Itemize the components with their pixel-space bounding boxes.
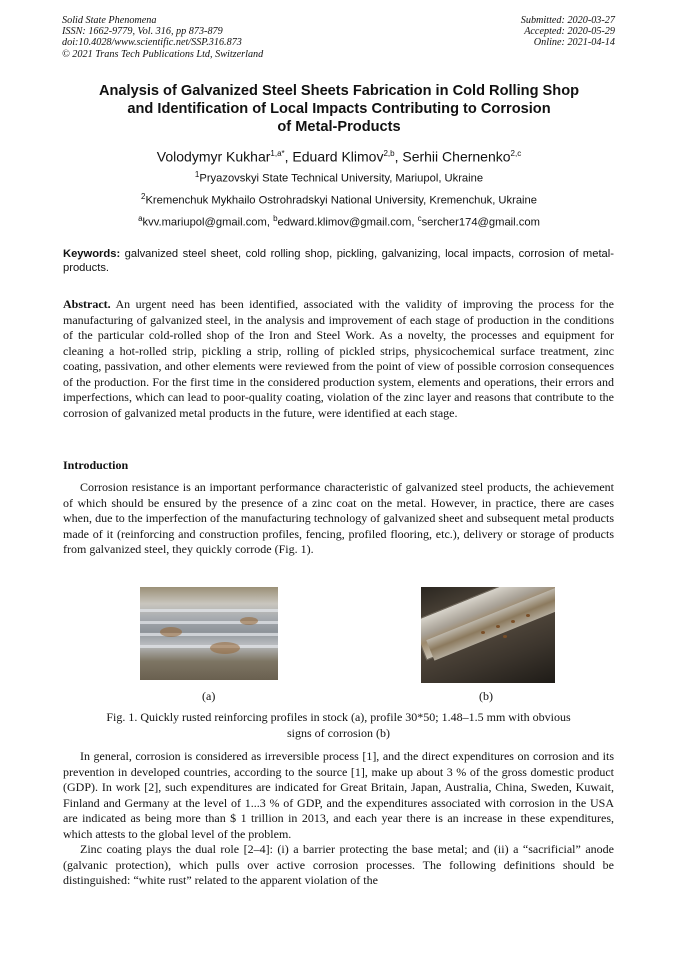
journal-name: Solid State Phenomena (62, 15, 157, 26)
email-mark: b (273, 214, 278, 223)
keywords-text: galvanized steel sheet, cold rolling shop, pickling, galvanizing, local impacts, corrosion of metal-products. (63, 248, 614, 274)
body-paragraph: In general, corrosion is considered as irreversible process [1], and the direct expenditures on corrosion and its prevention in developed countries, according to the source [1], make up about 3 % of the gross domestic product (GDP). In work [2], such expenditures are indicated for Great Britain, Japan, Australia, China, Sweden, Kuwait, Finland and Germany at the level of 1...3 % of GDP, and the expenditures associated with corrosion in the USA are indicated as being more than $ 1 trillion in 2013, and each year there is an increase in these expenditures, which attests to the global level of the problem. (63, 749, 614, 841)
figure-caption (63, 710, 614, 741)
author-separator: , (394, 148, 403, 165)
online-date: Online: 2021-04-14 (533, 37, 615, 49)
keywords-label: Keywords: (63, 248, 121, 260)
caption-line-2: signs of corrosion (b) (287, 725, 390, 740)
abstract (63, 297, 614, 421)
author-affiliation-mark: 2,b (383, 149, 395, 158)
body-text (63, 749, 614, 889)
affiliation-mark: 2 (141, 192, 146, 201)
abstract-label: Abstract. (63, 297, 111, 311)
author-name: Serhii Chernenko (402, 148, 511, 165)
email-address: kvv.mariupol@gmail.com, (142, 216, 274, 229)
dates-info (521, 15, 615, 49)
figure-1a-image (140, 587, 278, 680)
intro-paragraph: Corrosion resistance is an important performance characteristic of galvanized steel products, the achievement of which should be ensured by the presence of a zinc coat on the metal. However, in practice, there are cases when, due to the imperfection of the manufacturing technology of galvanized sheet and subsequent metal products made of it (reinforcing and construction profiles, fencing, profiled flooring, etc.), delivery or storage of products from galvanized steel, they quickly corrode (Fig. 1). (63, 480, 614, 556)
issn-line: ISSN: 1662-9779, Vol. 316, pp 873-879 (62, 26, 223, 38)
title-line-3: of Metal-Products (277, 119, 401, 135)
author-list (62, 146, 616, 165)
caption-line-1: Fig. 1. Quickly rusted reinforcing profiles in stock (a), profile 30*50; 1.48–1.5 mm with obvious (106, 710, 571, 724)
abstract-text: An urgent need has been identified, associated with the validity of improving the process for the manufacturing of galvanized steel, in the analysis and improvement of each stage of production in the conditions of the particular cold-rolled shop of the Iron and Steel Work. As a novelty, the processes and equipment for cleaning a hot-rolled strip, pickling a strip, rolling of pickled strips, physicochemical surface treatment, zinc coating, passivation, and other elements were reviewed from the point of view of possible corrosion consequences of the production. For the first time in the considered production system, elements and operations, their errors and imperfections, which can lead to poor-quality coating, violation of the zinc layer and reasons that contribute to the corrosion of galvanized metal products in the future, were identified at each stage. (63, 297, 614, 420)
submitted-date: Submitted: 2020-03-27 (520, 15, 615, 26)
copyright-line: © 2021 Trans Tech Publications Ltd, Switzerland (62, 48, 264, 60)
author-separator: , (284, 148, 293, 165)
doi-line: doi:10.4028/www.scientific.net/SSP.316.873 (62, 37, 242, 49)
figure-label-b: (b) (479, 689, 493, 703)
journal-info (62, 15, 263, 60)
affiliation-mark: 1 (194, 170, 200, 179)
affiliation-1 (62, 168, 616, 186)
author-name: Volodymyr Kukhar (156, 148, 271, 165)
figure-1b-image (421, 587, 555, 683)
email-address: edward.klimov@gmail.com, (277, 216, 418, 229)
title-line-1: Analysis of Galvanized Steel Sheets Fabrication in Cold Rolling Shop (98, 83, 580, 99)
email-mark: c (417, 214, 422, 223)
affiliation-text: Pryazovskyi State Technical University, Mariupol, Ukraine (199, 172, 484, 185)
body-paragraph: Zinc coating plays the dual role [2–4]: (i) a barrier protecting the base metal; and (ii) a “sacrificial” anode (galvanic protection), which pulls over active corrosion processes. The following definitions should be distinguished: “white rust” related to the apparent violation of the (63, 842, 614, 887)
author-affiliation-mark: 1,a* (270, 149, 285, 158)
author-name: Eduard Klimov (292, 148, 384, 165)
email-list (62, 212, 616, 230)
paper-title (62, 82, 616, 136)
author-affiliation-mark: 2,c (510, 149, 522, 158)
affiliation-2 (62, 190, 616, 208)
accepted-date: Accepted: 2020-05-29 (524, 26, 615, 38)
keywords (63, 247, 614, 275)
section-heading: Introduction (63, 458, 129, 472)
email-address: sercher174@gmail.com (421, 216, 540, 229)
figure-label-a: (a) (202, 689, 216, 703)
affiliation-text: Kremenchuk Mykhailo Ostrohradskyi National University, Kremenchuk, Ukraine (145, 194, 537, 207)
title-line-2: and Identification of Local Impacts Contributing to Corrosion (127, 101, 551, 117)
email-mark: a (138, 214, 143, 223)
